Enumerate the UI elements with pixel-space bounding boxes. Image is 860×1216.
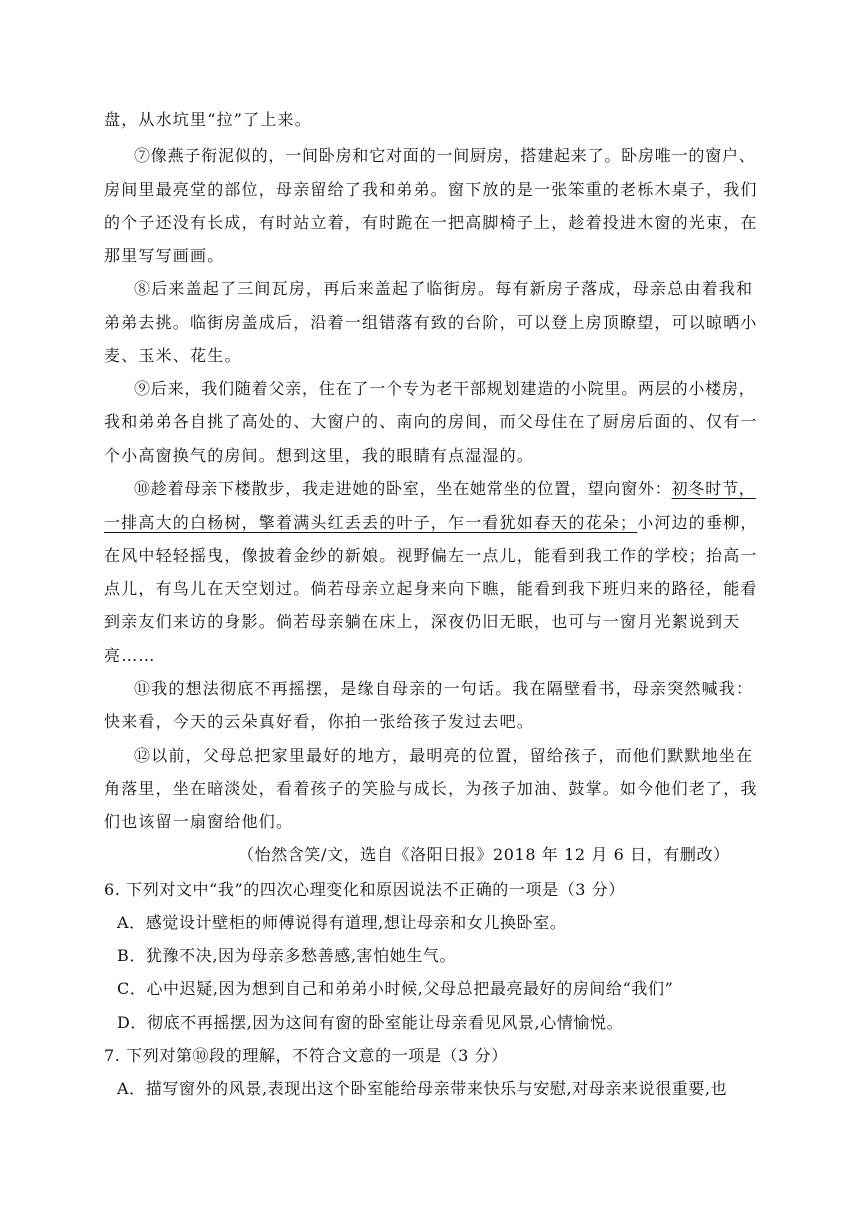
paragraph-12-line: 们也该留一扇窗给他们。	[104, 812, 294, 831]
paragraph-10-line: 亮……	[104, 646, 156, 665]
paragraph-8-line: 弟弟去挑。临街房盖成后，沿着一组错落有致的台阶，可以登上房顶瞭望，可以晾晒小	[104, 313, 758, 332]
paragraph-7-line: ⑦像燕子衔泥似的，一间卧房和它对面的一间厨房，搭建起来了。卧房唯一的窗户、	[134, 146, 756, 165]
paragraph-8-line: ⑧后来盖起了三间瓦房，再后来盖起了临街房。每有新房子落成，母亲总由着我和	[134, 279, 754, 298]
paragraph-12-line: ⑫以前，父母总把家里最好的地方，最明亮的位置，留给孩子，而他们默默地坐在	[134, 746, 754, 765]
question-6-option: A．感觉设计壁柜的师傅说得有道理,想让母亲和女儿换卧室。	[117, 913, 567, 932]
paragraph-11-line: 快来看，今天的云朵真好看，你拍一张给孩子发过去吧。	[104, 712, 535, 731]
paragraph-7-line: 房间里最亮堂的部位，母亲留给了我和弟弟。窗下放的是一张笨重的老栎木桌子，我们	[104, 180, 758, 199]
underlined-text: 一排高大的白杨树，擎着满头红丢丢的叶子，乍一看犹如春天的花朵；	[104, 513, 638, 532]
underlined-text: 初冬时节，	[671, 479, 756, 498]
question-6-option: D．彻底不再摇摆,因为这间有窗的卧室能让母亲看见风景,心情愉悦。	[117, 1013, 624, 1032]
paragraph-10-line: 点儿，有鸟儿在天空划过。倘若母亲立起身来向下瞧，能看到我下班归来的路径，能看	[104, 579, 758, 598]
paragraph-10-line	[104, 513, 758, 533]
question-7-option: A．描写窗外的风景,表现出这个卧室能给母亲带来快乐与安慰,对母亲来说很重要,也	[117, 1079, 728, 1098]
paragraph-12-line: 角落里，坐在暗淡处，看着孩子的笑脸与成长，为孩子加油、鼓掌。如今他们老了，我	[104, 779, 758, 798]
paragraph-10-line: 在风中轻轻摇曳，像披着金纱的新娘。视野偏左一点儿，能看到我工作的学校；抬高一	[104, 546, 758, 565]
paragraph-7-line: 的个子还没有长成，有时站立着，有时跪在一把高脚椅子上，趁着投进木窗的光束，在	[104, 213, 758, 232]
paragraph-9-line: 我和弟弟各自挑了高处的、大窗户的、南向的房间，而父母住在了厨房后面的、仅有一	[104, 412, 758, 431]
source-citation: （怡然含笑/文，选自《洛阳日报》2018 年 12 月 6 日，有删改）	[238, 845, 730, 864]
question-7-stem: 7. 下列对第⑩段的理解，不符合文意的一项是（3 分）	[104, 1046, 508, 1065]
paragraph-9-line: 个小高窗换气的房间。想到这里，我的眼睛有点湿湿的。	[104, 446, 535, 465]
paragraph-10-text: 小河边的垂柳，	[637, 513, 758, 532]
paragraph-9-line: ⑨后来，我们随着父亲，住在了一个专为老干部规划建造的小院里。两层的小楼房，	[134, 379, 756, 398]
paragraph-10-text: ⑩趁着母亲下楼散步，我走进她的卧室，坐在她常坐的位置，望向窗外：	[134, 479, 672, 498]
paragraph-10-line	[134, 479, 756, 499]
question-6-stem: 6. 下列对文中“我”的四次心理变化和原因说法不正确的一项是（3 分）	[104, 880, 625, 899]
paragraph-8-line: 麦、玉米、花生。	[104, 346, 242, 365]
paragraph-11-line: ⑪我的想法彻底不再摇摆，是缘自母亲的一句话。我在隔壁看书，母亲突然喊我：	[134, 679, 754, 698]
paragraph-6-tail: 盘，从水坑里“拉”了上来。	[104, 110, 312, 129]
question-6-option: B．犹豫不决,因为母亲多愁善感,害怕她生气。	[117, 946, 457, 965]
question-6-option: C．心中迟疑,因为想到自己和弟弟小时候,父母总把最亮最好的房间给“我们”	[117, 979, 674, 998]
paragraph-7-line: 那里写写画画。	[104, 246, 225, 265]
paragraph-10-line: 到亲友们来访的身影。倘若母亲躺在床上，深夜仍旧无眠，也可与一窗月光絮说到天	[104, 612, 741, 631]
